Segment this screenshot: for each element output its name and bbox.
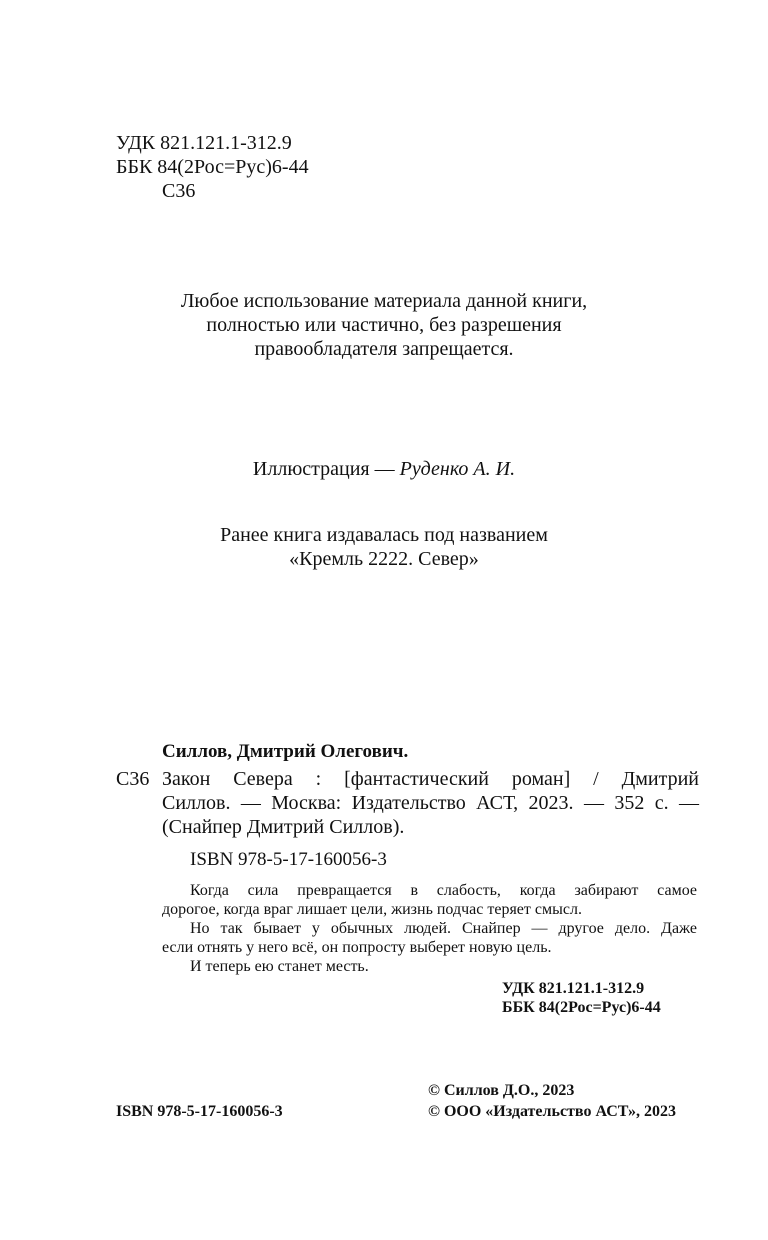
catalog-bbk: ББК 84(2Рос=Рус)6-44	[502, 999, 661, 1016]
catalog-author-heading: Силлов, Дмитрий Олегович.	[162, 741, 409, 762]
catalog-description-line-2: Силлов. — Москва: Издательство АСТ, 2023. — 352 с. —	[162, 792, 699, 814]
copyright-notice-line-3: правообладателя запрещается.	[254, 338, 514, 360]
annotation-line-3: Но так бывает у обычных людей. Снайпер — другое дело. Даже	[190, 920, 697, 937]
annotation-line-2: дорогое, когда враг лишает цели, жизнь подчас теряет смысл.	[162, 901, 582, 918]
udk-code: УДК 821.121.1-312.9	[116, 132, 292, 154]
illustration-label: Иллюстрация —	[252, 458, 400, 480]
author-mark: С36	[162, 180, 196, 202]
annotation-line-5: И теперь ею станет месть.	[190, 958, 369, 975]
catalog-isbn: ISBN 978-5-17-160056-3	[190, 849, 387, 870]
annotation-line-1: Когда сила превращается в слабость, когда забирают самое	[190, 882, 697, 899]
copyright-notice-line-2: полностью или частично, без разрешения	[206, 314, 562, 336]
catalog-description-line-1: Закон Севера : [фантастический роман] / Дмитрий	[162, 768, 699, 790]
copyright-author: © Силлов Д.О., 2023	[428, 1082, 575, 1099]
copyright-publisher: © ООО «Издательство АСТ», 2023	[428, 1103, 677, 1120]
previous-title-line-2: «Кремль 2222. Север»	[289, 548, 479, 570]
bbk-code: ББК 84(2Рос=Рус)6-44	[116, 156, 309, 178]
catalog-author-mark: С36	[116, 768, 150, 790]
footer-isbn: ISBN 978-5-17-160056-3	[116, 1103, 283, 1120]
catalog-description-line-3: (Снайпер Дмитрий Силлов).	[162, 816, 405, 838]
annotation-line-4: если отнять у него всё, он попросту выберет новую цель.	[162, 939, 552, 956]
previous-title-line-1: Ранее книга издавалась под названием	[220, 524, 548, 546]
catalog-udk: УДК 821.121.1-312.9	[502, 980, 645, 997]
illustration-artist: Руденко А. И.	[399, 458, 516, 480]
copyright-notice-line-1: Любое использование материала данной книги,	[180, 290, 588, 312]
illustration-credit	[0, 457, 768, 481]
